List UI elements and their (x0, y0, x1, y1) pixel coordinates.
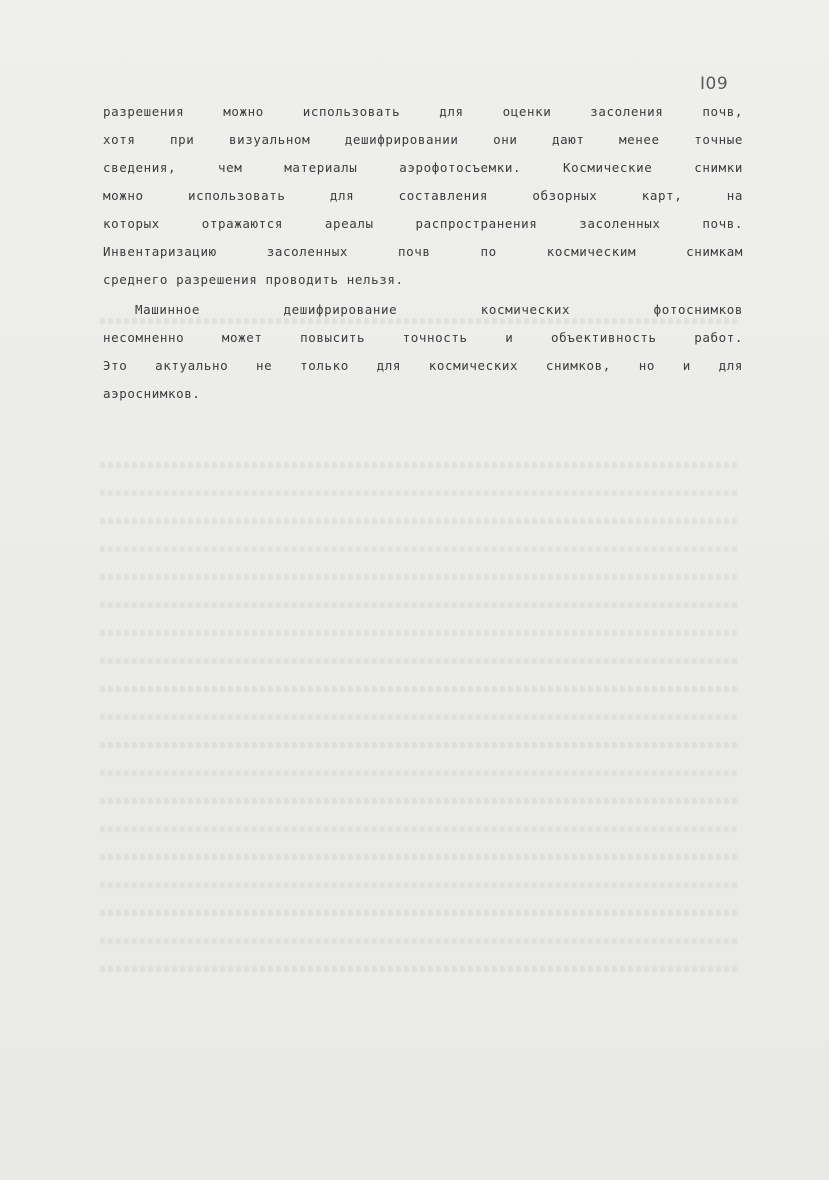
text-line: Это актуально не только для космических снимков, но и для (103, 358, 743, 373)
bleed-through-line (100, 966, 740, 972)
bleed-through-line (100, 574, 740, 580)
bleed-through-line (100, 742, 740, 748)
text-line: хотя при визуальном дешифрировании они дают менее точные (103, 132, 743, 147)
text-line: Машинное дешифрирование космических фотоснимков (135, 302, 743, 317)
text-line: которых отражаются ареалы распространения засоленных почв. (103, 216, 743, 231)
paragraph-1 (103, 98, 743, 294)
bleed-through-line (100, 714, 740, 720)
text-line: несомненно может повысить точность и объективность работ. (103, 330, 743, 345)
bleed-through-line (100, 658, 740, 664)
text-line: среднего разрешения проводить нельзя. (103, 272, 404, 287)
bleed-through-line (100, 518, 740, 524)
paragraph-2 (103, 296, 743, 408)
text-line: Инвентаризацию засоленных почв по космическим снимкам (103, 244, 743, 259)
bleed-through-line (100, 546, 740, 552)
bleed-through-line (100, 854, 740, 860)
text-line: аэроснимков. (103, 386, 201, 401)
text-line: сведения, чем материалы аэрофотосъемки. Космические снимки (103, 160, 743, 175)
bleed-through-line (100, 686, 740, 692)
bleed-through-line (100, 938, 740, 944)
bleed-through-line (100, 602, 740, 608)
text-line: можно использовать для составления обзорных карт, на (103, 188, 743, 203)
bleed-through-line (100, 826, 740, 832)
bleed-through-line (100, 910, 740, 916)
bleed-through-line (100, 462, 740, 468)
text-line: разрешения можно использовать для оценки засоления почв, (103, 104, 743, 119)
bleed-through-line (100, 490, 740, 496)
bleed-through-line (100, 882, 740, 888)
page-number: I09 (700, 74, 729, 94)
bleed-through-line (100, 798, 740, 804)
body-text (103, 98, 743, 408)
bleed-through-line (100, 770, 740, 776)
bleed-through-line (100, 630, 740, 636)
